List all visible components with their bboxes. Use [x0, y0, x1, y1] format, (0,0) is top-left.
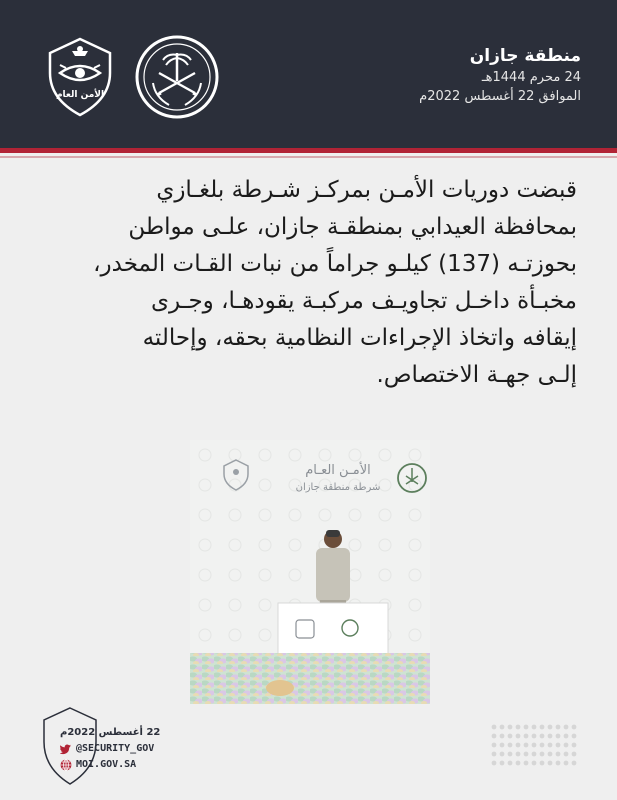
decorative-dot — [508, 752, 513, 757]
decorative-dot — [572, 725, 577, 730]
globe-icon — [60, 759, 72, 771]
decorative-dot — [508, 743, 513, 748]
decorative-dot — [532, 725, 537, 730]
backdrop-title: الأمـن العـام — [305, 463, 371, 478]
decorative-dot — [516, 734, 521, 739]
header-red-stripe — [0, 148, 617, 153]
decorative-dot-grid — [490, 723, 580, 771]
decorative-dot — [516, 743, 521, 748]
decorative-dot — [572, 743, 577, 748]
decorative-dot — [516, 725, 521, 730]
decorative-dot — [492, 725, 497, 730]
decorative-dot — [540, 743, 545, 748]
decorative-dot — [516, 761, 521, 766]
decorative-dot — [564, 761, 569, 766]
decorative-dot — [556, 734, 561, 739]
decorative-dot — [572, 734, 577, 739]
news-line: مخبـأة داخـل تجاويـف مركبـة يقودهـا، وجـرى — [151, 288, 577, 314]
header-text — [281, 44, 581, 106]
website-link[interactable]: MOI.GOV.SA — [76, 759, 137, 770]
twitter-icon — [60, 743, 72, 755]
news-body — [40, 172, 577, 394]
seized-bags — [190, 653, 430, 704]
twitter-handle[interactable]: @SECURITY_GOV — [76, 743, 155, 754]
decorative-dot — [532, 734, 537, 739]
decorative-dot — [500, 725, 505, 730]
decorative-dot — [524, 761, 529, 766]
news-line: بمحافظة العيدابي بمنطقـة جازان، علـى مواطن — [128, 214, 577, 240]
decorative-dot — [556, 761, 561, 766]
decorative-dot — [524, 725, 529, 730]
decorative-dot — [564, 743, 569, 748]
decorative-dot — [532, 752, 537, 757]
footer-twitter-row[interactable] — [60, 741, 210, 757]
podium — [278, 603, 388, 661]
decorative-dot — [556, 725, 561, 730]
badge-logo-text: الأمن العام — [55, 90, 105, 100]
decorative-dot — [532, 761, 537, 766]
decorative-dot — [548, 761, 553, 766]
decorative-dot — [500, 743, 505, 748]
news-line: إيقافه واتخاذ الإجراءات النظامية بحقه، وإحالته — [142, 325, 577, 351]
decorative-dot — [508, 734, 513, 739]
region-title: منطقة جازان — [469, 46, 581, 66]
decorative-dot — [564, 752, 569, 757]
decorative-dot — [548, 725, 553, 730]
decorative-dot — [524, 743, 529, 748]
decorative-dot — [492, 743, 497, 748]
decorative-dot — [500, 761, 505, 766]
decorative-dot — [516, 752, 521, 757]
decorative-dot — [564, 725, 569, 730]
news-line: بحوزتـه (137) كيلـو جراماً من نبات القـات المخدر، — [93, 251, 577, 277]
decorative-dot — [524, 752, 529, 757]
footer-website-row[interactable] — [60, 757, 210, 773]
header-thin-stripe — [0, 156, 617, 158]
decorative-dot — [500, 734, 505, 739]
decorative-dot — [548, 752, 553, 757]
decorative-dot — [572, 761, 577, 766]
news-line: إلـى جهـة الاختصاص. — [376, 362, 577, 388]
decorative-dot — [524, 734, 529, 739]
news-line: قبضت دوريات الأمـن بمركـز شـرطة بلغـازي — [156, 177, 577, 203]
decorative-dot — [572, 752, 577, 757]
public-security-badge-icon — [38, 35, 122, 119]
decorative-dot — [500, 752, 505, 757]
hijri-date: 24 محرم 1444هـ — [481, 70, 581, 85]
decorative-dot — [540, 734, 545, 739]
decorative-dot — [540, 752, 545, 757]
seizure-photo — [190, 440, 430, 704]
decorative-dot — [492, 734, 497, 739]
decorative-dot — [532, 743, 537, 748]
decorative-dot — [548, 734, 553, 739]
decorative-dot — [492, 761, 497, 766]
footer-info — [60, 725, 210, 773]
decorative-dot — [508, 725, 513, 730]
footer-date: 22 أغسطس 2022م — [60, 727, 161, 738]
decorative-dot — [540, 725, 545, 730]
decorative-dot — [540, 761, 545, 766]
decorative-dot — [508, 761, 513, 766]
decorative-dot — [556, 743, 561, 748]
decorative-dot — [492, 752, 497, 757]
ministry-emblem-icon — [135, 35, 219, 119]
decorative-dot — [564, 734, 569, 739]
gregorian-date: الموافق 22 أغسطس 2022م — [419, 89, 581, 104]
backdrop-subtitle: شرطة منطقة جازان — [295, 482, 381, 493]
decorative-dot — [556, 752, 561, 757]
decorative-dot — [548, 743, 553, 748]
